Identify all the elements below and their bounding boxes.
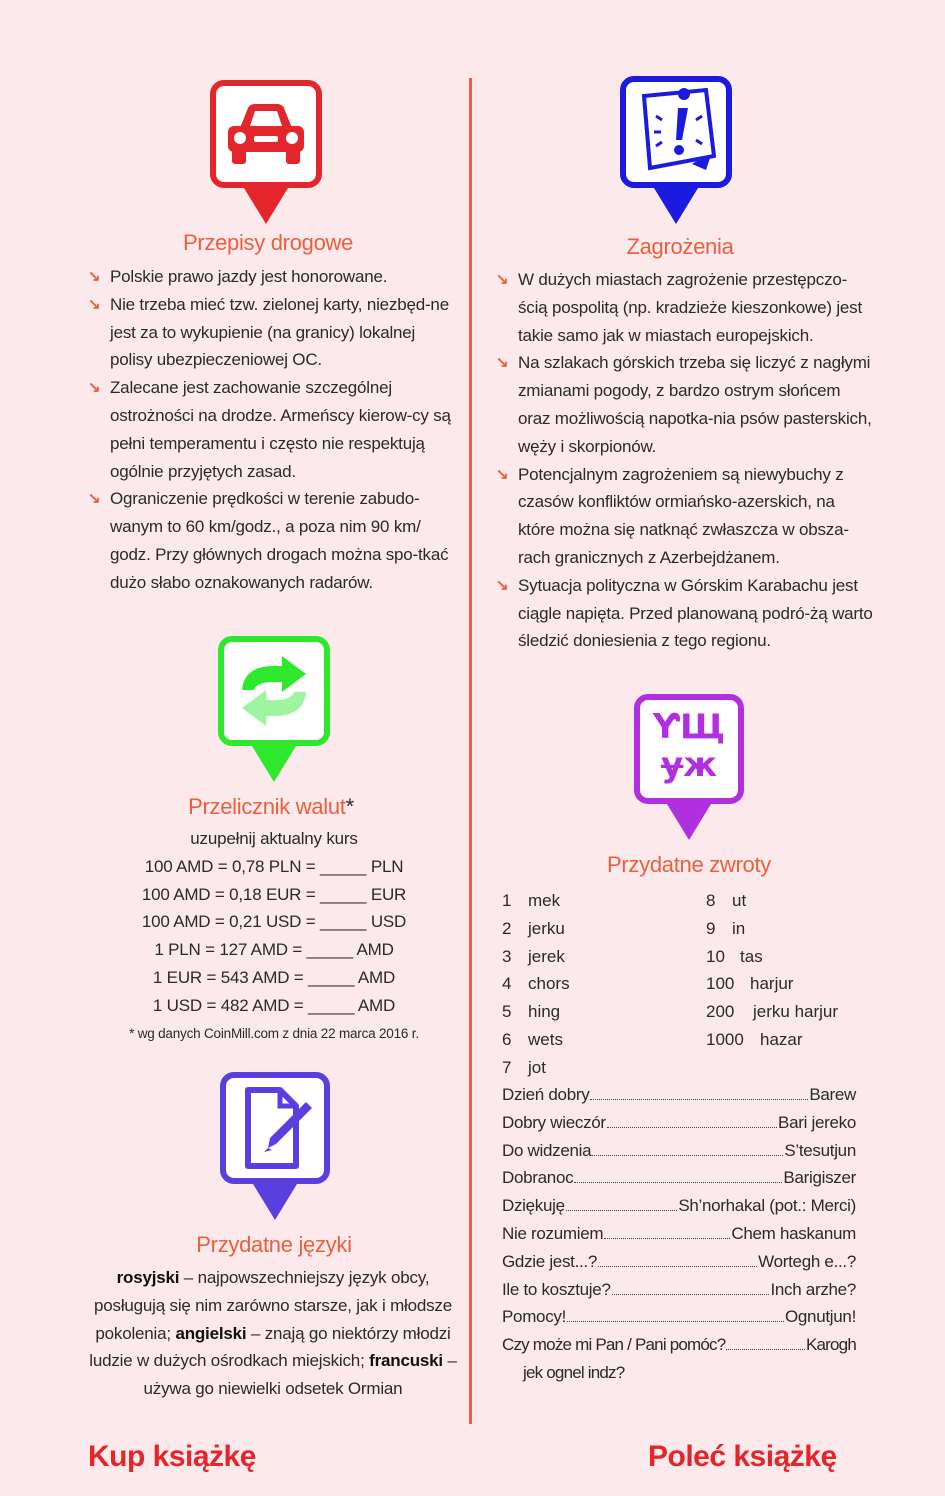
glyph: Ƴ — [652, 707, 681, 747]
phrase-list — [502, 1081, 862, 1387]
dangers-list — [496, 266, 876, 655]
list-item: ↘ Na szlakach górskich trzeba się liczyć z nagłymi zmianami pogody, z bardzo ostrym słońcem oraz możliwością napotka-nia psów pasterskich, węży i skorpionów. — [496, 349, 876, 460]
rate-row: 100 AMD = 0,21 USD = _____ USD — [141, 912, 407, 932]
number-row: 200 jerku harjur — [706, 1002, 839, 1022]
currency-heading — [140, 794, 402, 820]
number-row: 2 jerku — [502, 918, 565, 938]
phrase-row: Dobry wieczór Bari jereko — [502, 1112, 856, 1132]
list-item: ↘ Sytuacja polityczna w Górskim Karabachu jest ciągle napięta. Przed planowaną podró-żą warto śledzić doniesienia z tego regionu. — [496, 572, 876, 655]
rate-row: 1 PLN = 127 AMD = _____ AMD — [154, 940, 394, 960]
warning-note-icon — [636, 86, 718, 176]
recommend-book-link[interactable]: Poleć książkę — [648, 1440, 837, 1473]
column-divider — [469, 78, 472, 1424]
language-desc: – znają go niektórzy młodzi ludzie w dużych ośrodkach miejskich; — [89, 1323, 451, 1371]
rate-row: 1 USD = 482 AMD = _____ AMD — [152, 995, 396, 1015]
language-desc: – najpowszechniejszy język obcy, posługują się nim zarówno starsze, jak i młodsze pokolenia; — [94, 1268, 452, 1343]
number-row: 6 wets — [502, 1029, 563, 1049]
glyph: ɏ — [660, 745, 684, 785]
language-name: francuski — [369, 1351, 443, 1371]
phrase-row: Czy może mi Pan / Pani pomóc? Karogh — [502, 1335, 856, 1355]
phrase-row: Ile to kosztuje? Inch arzhe? — [502, 1279, 856, 1299]
traffic-list — [88, 263, 458, 597]
number-row: 7 jot — [502, 1057, 546, 1077]
currency-title: Przelicznik walut — [188, 794, 346, 819]
list-item: ↘ Ograniczenie prędkości w terenie zabudo-wanym to 60 km/godz., a poza nim 90 km/ godz. Przy głównych drogach można spo-tkać dużo słabo oznakowanych radarów. — [88, 485, 458, 596]
number-row: 1 mek — [502, 891, 561, 910]
number-row: 1000 hazar — [706, 1029, 803, 1049]
rate-row: 1 EUR = 543 AMD = _____ AMD — [152, 967, 396, 987]
language-desc: – używa go niewielki odsetek Ormian — [143, 1351, 457, 1399]
number-row: 9 in — [706, 918, 746, 938]
languages-pin — [220, 1072, 330, 1222]
dangers-pin — [620, 76, 732, 226]
number-row: 3 jerek — [502, 946, 565, 966]
currency-title-mark: * — [345, 794, 354, 819]
list-item: ↘ Zalecane jest zachowanie szczególnej ostrożności na drodze. Armeńscy kierow-cy są pełni temperamentu i często nie respektują ogólnie przyjętych zasad. — [88, 374, 458, 485]
rate-row: 100 AMD = 0,78 PLN = _____ PLN — [144, 856, 404, 876]
phrase-row: Do widzenia S’tesutjun — [502, 1140, 856, 1160]
currency-footnote: * wg danych CoinMill.com z dnia 22 marca 2016 r. — [129, 1025, 419, 1041]
glyph: Щ — [680, 707, 726, 747]
buy-book-link[interactable]: Kup książkę — [88, 1440, 256, 1473]
phrase-row: Nie rozumiem Chem haskanum — [502, 1223, 856, 1243]
language-name: rosyjski — [116, 1268, 180, 1287]
languages-text — [88, 1264, 458, 1403]
phrase-continuation: jek ognel indz? — [523, 1362, 625, 1382]
numbers-right — [706, 887, 876, 1054]
rate-row: 100 AMD = 0,18 EUR = _____ EUR — [141, 884, 407, 904]
phrase-row: Dzień dobry Barew — [502, 1085, 856, 1104]
number-row: 8 ut — [706, 891, 747, 910]
foreign-letters-icon — [646, 708, 732, 784]
number-row: 10 tas — [706, 946, 763, 966]
number-row: 100 harjur — [706, 974, 794, 994]
phrases-pin — [634, 694, 744, 842]
numbers-left — [502, 887, 702, 1082]
language-name: angielski — [175, 1323, 247, 1343]
list-item: ↘ Potencjalnym zagrożeniem są niewybuchy z czasów konfliktów ormiańsko-azerskich, na które można się natknąć zwłaszcza w obsza-rach granicznych z Azerbejdżanem. — [496, 461, 876, 572]
currency-pin — [218, 636, 330, 784]
languages-heading: Przydatne języki — [196, 1232, 352, 1257]
number-row: 5 hing — [502, 1002, 561, 1022]
phrase-row: Dobranoc Barigiszer — [502, 1168, 856, 1188]
currency-subtitle: uzupełnij aktualny kurs — [190, 829, 358, 848]
list-item: ↘ W dużych miastach zagrożenie przestępczo-ścią pospolitą (np. kradzieże kieszonkowe) jest takie samo jak w miastach europejskich. — [496, 266, 876, 349]
list-item: ↘ Nie trzeba mieć tzw. zielonej karty, niezbęd-ne jest za to wykupienie (na granicy) lokalnej polisy ubezpieczeniowej OC. — [88, 291, 458, 374]
traffic-heading: Przepisy drogowe — [182, 230, 354, 255]
phrase-row: Pomocy! Ognutjun! — [502, 1307, 856, 1327]
list-item: ↘ Polskie prawo jazdy jest honorowane. — [88, 263, 458, 291]
phrase-row: Gdzie jest...? Wortegh e...? — [502, 1251, 856, 1271]
car-icon — [224, 100, 308, 168]
glyph: ж — [683, 745, 717, 785]
dangers-heading: Zagrożenia — [626, 234, 734, 259]
number-row: 4 chors — [502, 974, 570, 994]
exchange-arrows-icon — [234, 652, 314, 730]
currency-block — [60, 825, 488, 1044]
document-pen-icon — [236, 1086, 314, 1170]
phrase-row: Dziękuję Sh’norhakal (pot.: Merci) — [502, 1196, 856, 1216]
phrases-heading: Przydatne zwroty — [607, 852, 771, 877]
traffic-pin — [210, 80, 322, 228]
